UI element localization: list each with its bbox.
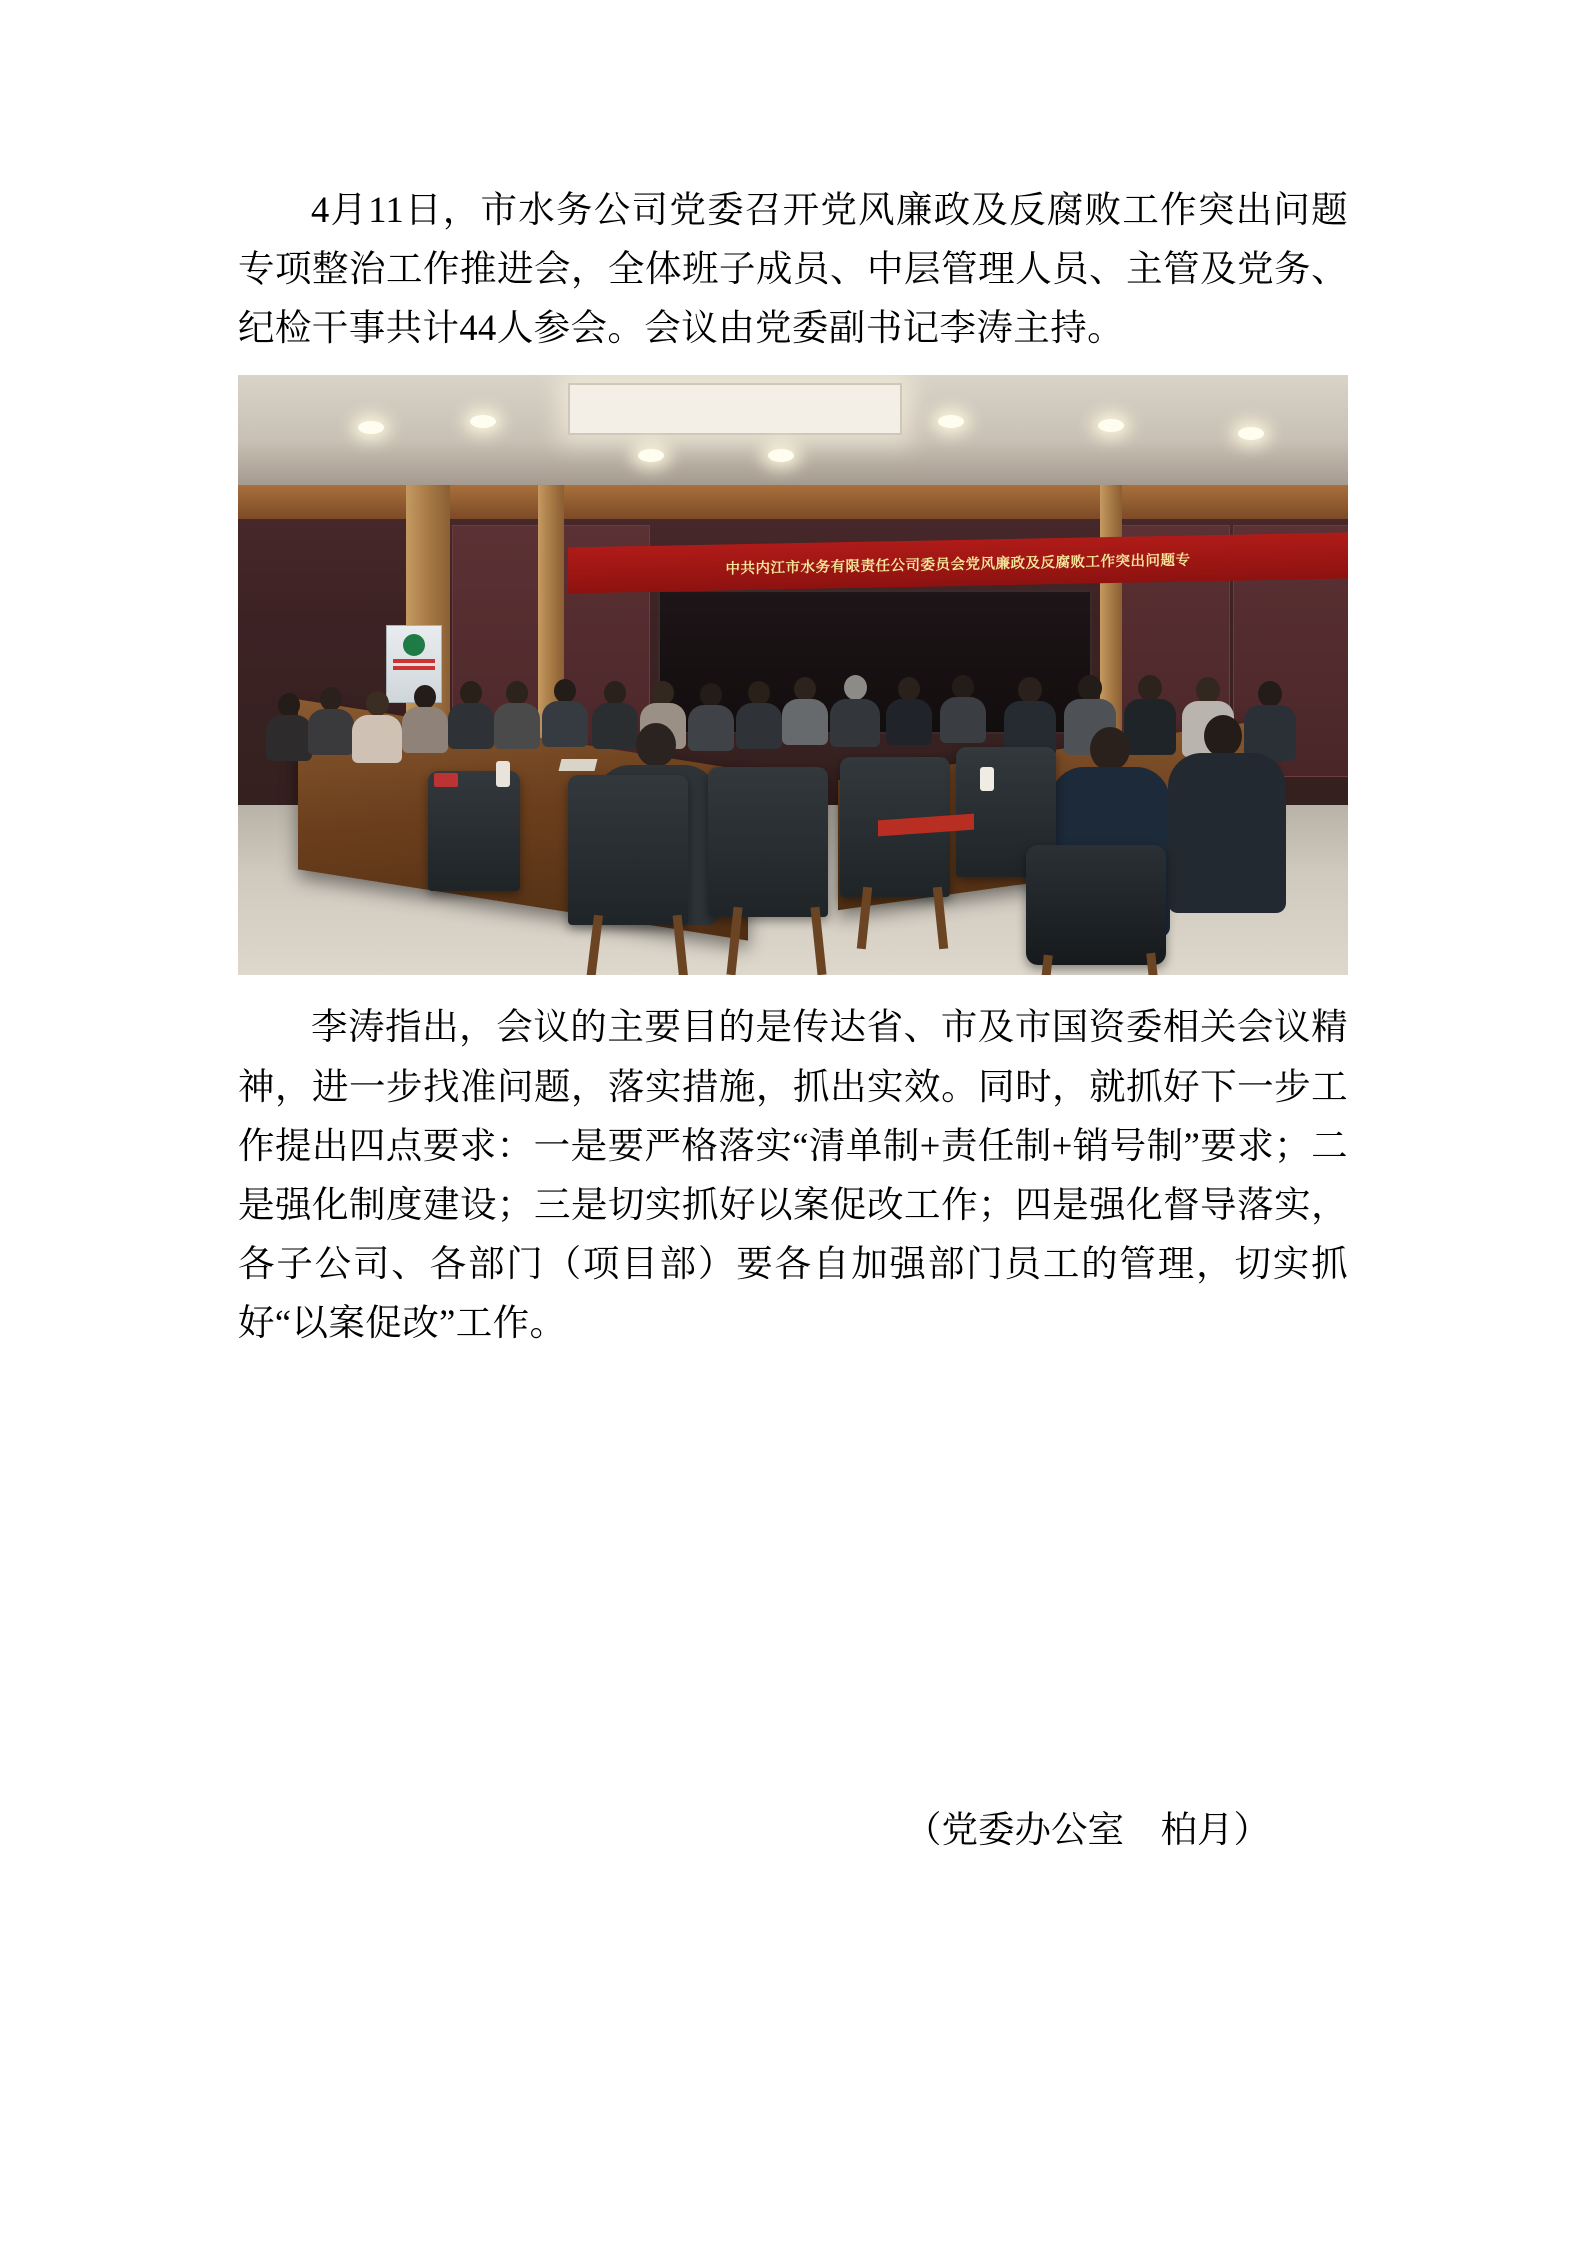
meeting-photo bbox=[238, 375, 1348, 975]
paragraph-1: 4月11日，市水务公司党委召开党风廉政及反腐败工作突出问题专项整治工作推进会，全体班子成员、中层管理人员、主管及党务、纪检干事共计44人参会。会议由党委副书记李涛主持。 bbox=[238, 189, 1348, 349]
photo-attendee bbox=[352, 715, 402, 763]
photo-chair bbox=[428, 771, 520, 891]
photo-document bbox=[434, 773, 458, 787]
photo-attendee bbox=[940, 697, 986, 743]
document-body bbox=[238, 180, 1348, 1352]
photo-attendee bbox=[448, 703, 494, 749]
photo-attendee bbox=[266, 715, 312, 761]
photo-ceiling-panel bbox=[568, 383, 902, 435]
photo-attendee bbox=[402, 707, 448, 753]
photo-water-cup bbox=[496, 761, 510, 787]
photo-chair bbox=[708, 767, 828, 917]
photo-attendee bbox=[886, 699, 932, 745]
photo-document bbox=[559, 759, 598, 771]
photo-attendee bbox=[592, 703, 638, 749]
photo-water-cup bbox=[980, 767, 994, 791]
signature-text: （党委办公室 柏月） bbox=[905, 1809, 1270, 1850]
paragraph-2: 李涛指出，会议的主要目的是传达省、市及市国资委相关会议精神，进一步找准问题，落实措施，抓出实效。同时，就抓好下一步工作提出四点要求：一是要严格落实“清单制+责任制+销号制”要求；二是强化制度建设；三是切实抓好以案促改工作；四是强化督导落实，各子公司、各部门（项目部）要各自加强部门员工的管理，切实抓好“以案促改”工作。 bbox=[238, 1006, 1348, 1343]
photo-attendee bbox=[830, 699, 880, 747]
photo-chair bbox=[568, 775, 688, 925]
photo-attendee bbox=[542, 701, 588, 747]
signature-block bbox=[238, 1800, 1348, 1859]
photo-attendee bbox=[782, 699, 828, 745]
photo-banner-text: 中共内江市水务有限责任公司委员会党风廉政及反腐败工作突出问题专 bbox=[568, 533, 1348, 594]
photo-attendee bbox=[1124, 699, 1176, 755]
photo-foreground-attendee bbox=[1168, 753, 1286, 913]
photo-chair bbox=[1026, 845, 1166, 965]
photo-attendee bbox=[494, 703, 540, 749]
photo-attendee bbox=[736, 703, 782, 749]
photo-wall-trim bbox=[238, 485, 1348, 519]
photo-attendee bbox=[308, 709, 354, 755]
photo-attendee bbox=[688, 705, 734, 751]
